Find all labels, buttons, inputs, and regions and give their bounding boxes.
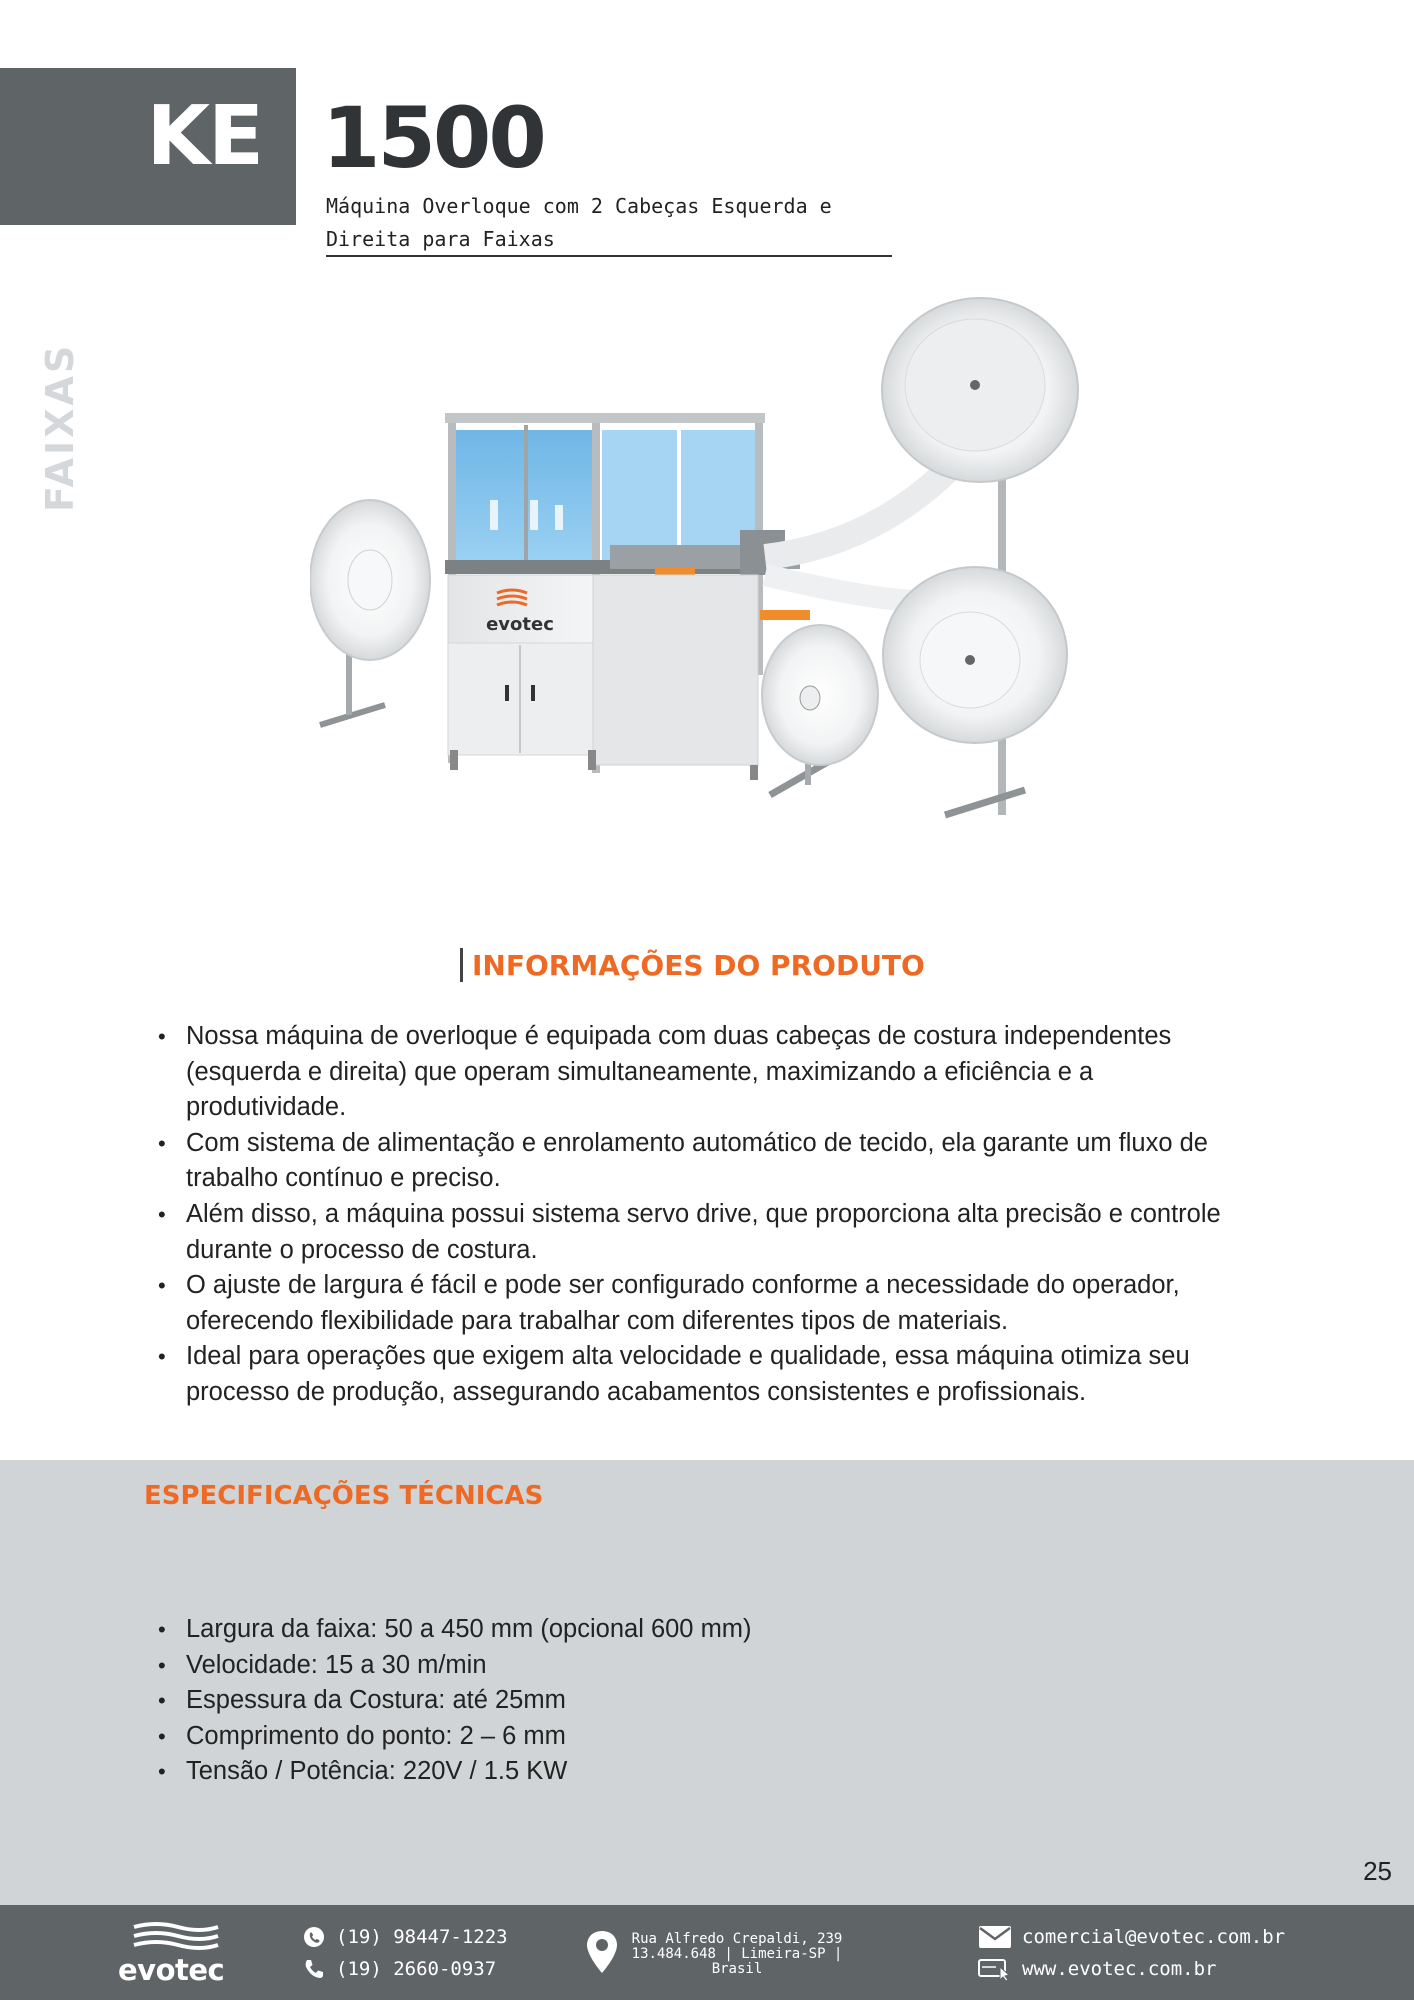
address-line: 13.484.648 | Limeira-SP | xyxy=(631,1946,843,1962)
address xyxy=(622,1932,852,1977)
whatsapp-number: (19) 98447-1223 xyxy=(336,1926,508,1948)
product-info-list xyxy=(158,1019,1238,1411)
category-label: FAIXAS xyxy=(38,342,82,512)
whatsapp-contact[interactable] xyxy=(302,1925,508,1949)
phone-contact[interactable] xyxy=(302,1957,496,1981)
spec-item: • Velocidade: 15 a 30 m/min xyxy=(158,1648,1058,1684)
machine-photo xyxy=(310,295,1090,865)
website-url: www.evotec.com.br xyxy=(1022,1958,1217,1980)
heading-accent-bar xyxy=(460,948,463,982)
location-pin-icon xyxy=(585,1929,619,1975)
footer-logo xyxy=(116,1919,236,1989)
address-line: Rua Alfredo Crepaldi, 239 xyxy=(631,1931,843,1947)
info-item: • Nossa máquina de overloque é equipada com duas cabeças de costura independentes (esquerda e direita) que operam simultaneamente, maximizando a eficiência e a produtividade. xyxy=(158,1019,1238,1126)
specs-list xyxy=(158,1612,1058,1790)
page-number: 25 xyxy=(1363,1856,1392,1886)
model-prefix: KE xyxy=(146,89,262,184)
browser-cursor-icon xyxy=(978,1957,1012,1981)
spec-item: • Tensão / Potência: 220V / 1.5 KW xyxy=(158,1754,1058,1790)
email-contact[interactable] xyxy=(978,1925,1285,1949)
spec-item: • Largura da faixa: 50 a 450 mm (opcional 600 mm) xyxy=(158,1612,1058,1648)
info-item: • Ideal para operações que exigem alta velocidade e qualidade, essa máquina otimiza seu processo de produção, assegurando acabamentos consistentes e profissionais. xyxy=(158,1339,1238,1410)
logo-wave-icon xyxy=(132,1921,222,1951)
product-subtitle: Máquina Overloque com 2 Cabeças Esquerda e Direita para Faixas xyxy=(326,194,832,251)
info-item: • Além disso, a máquina possui sistema servo drive, que proporciona alta precisão e controle durante o processo de costura. xyxy=(158,1197,1238,1268)
spec-item: • Comprimento do ponto: 2 – 6 mm xyxy=(158,1719,1058,1755)
machine-brand-text: evotec xyxy=(486,614,554,635)
model-prefix-block xyxy=(0,68,296,225)
footer-logo-text: evotec xyxy=(118,1953,225,1987)
spec-item: • Espessura da Costura: até 25mm xyxy=(158,1683,1058,1719)
phone-icon xyxy=(302,1957,326,1981)
info-item: • Com sistema de alimentação e enrolamento automático de tecido, ela garante um fluxo de trabalho contínuo e preciso. xyxy=(158,1126,1238,1197)
footer xyxy=(0,1905,1414,2000)
website-link[interactable] xyxy=(978,1957,1216,1981)
specs-heading: ESPECIFICAÇÕES TÉCNICAS xyxy=(144,1481,544,1511)
info-item: • O ajuste de largura é fácil e pode ser configurado conforme a necessidade do operador, oferecendo flexibilidade para trabalhar com diferentes tipos de materiais. xyxy=(158,1268,1238,1339)
info-heading xyxy=(460,948,925,982)
address-line: Brasil xyxy=(711,1961,763,1977)
email-address: comercial@evotec.com.br xyxy=(1022,1926,1286,1948)
info-heading-text: INFORMAÇÕES DO PRODUTO xyxy=(472,948,925,982)
subtitle-divider xyxy=(326,255,892,257)
phone-number: (19) 2660-0937 xyxy=(336,1958,497,1980)
whatsapp-icon xyxy=(302,1925,326,1949)
model-number: 1500 xyxy=(322,89,544,187)
envelope-icon xyxy=(978,1925,1012,1949)
